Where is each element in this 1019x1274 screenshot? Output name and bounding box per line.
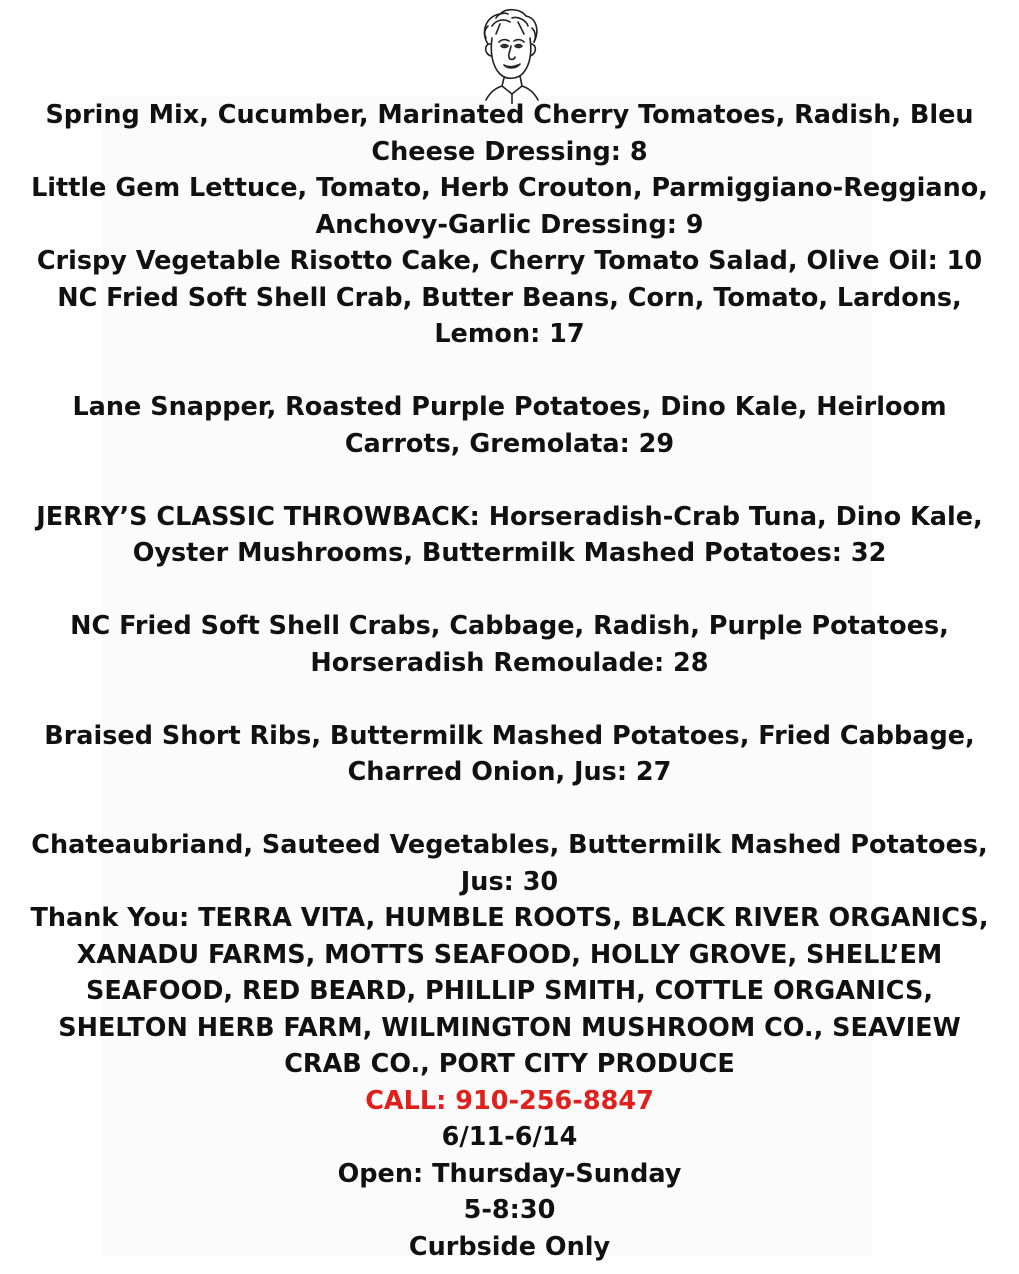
dates-range: 6/11-6/14 bbox=[441, 1122, 578, 1152]
menu-item-line: Crispy Vegetable Risotto Cake, Cherry Tomato Salad, Olive Oil: 10 bbox=[36, 246, 983, 276]
thanks-line: Thank You: TERRA VITA, HUMBLE ROOTS, BLACK RIVER ORGANICS, bbox=[30, 903, 989, 933]
service-type: Curbside Only bbox=[408, 1231, 611, 1262]
menu-item-line: Oyster Mushrooms, Buttermilk Mashed Potatoes: 32 bbox=[132, 538, 887, 568]
menu-item-line: Anchovy-Garlic Dressing: 9 bbox=[315, 209, 704, 240]
menu-item-line: Horseradish Remoulade: 28 bbox=[310, 647, 709, 678]
open-days: Open: Thursday-Sunday bbox=[337, 1158, 682, 1189]
salads-section bbox=[0, 97, 1019, 353]
info-section bbox=[0, 1083, 1019, 1266]
menu-item-line: JERRY’S CLASSIC THROWBACK: Horseradish-Crab Tuna, Dino Kale, bbox=[36, 501, 983, 532]
entrees-section bbox=[0, 389, 1019, 900]
section-spacer bbox=[0, 681, 1019, 718]
thanks-line: SHELTON HERB FARM, WILMINGTON MUSHROOM CO., SEAVIEW bbox=[58, 1012, 961, 1043]
chef-caricature-icon bbox=[466, 4, 550, 104]
menu-item-line: NC Fried Soft Shell Crabs, Cabbage, Radish, Purple Potatoes, bbox=[70, 611, 949, 641]
thanks-line: SEAFOOD, RED BEARD, PHILLIP SMITH, COTTLE ORGANICS, bbox=[85, 976, 934, 1006]
thanks-line: CRAB CO., PORT CITY PRODUCE bbox=[284, 1049, 735, 1079]
menu-text bbox=[0, 97, 1019, 1265]
menu-item-line: Carrots, Gremolata: 29 bbox=[344, 428, 675, 459]
thanks-section bbox=[0, 900, 1019, 1083]
thanks-line: XANADU FARMS, MOTTS SEAFOOD, HOLLY GROVE, SHELL’EM bbox=[76, 939, 943, 970]
menu-item-line: Jus: 30 bbox=[460, 866, 559, 897]
section-spacer bbox=[0, 791, 1019, 828]
menu-item-line: Spring Mix, Cucumber, Marinated Cherry Tomatoes, Radish, Bleu bbox=[45, 100, 974, 130]
menu-item-line: Cheese Dressing: 8 bbox=[371, 136, 648, 167]
section-spacer bbox=[0, 353, 1019, 390]
menu-item-line: NC Fried Soft Shell Crab, Butter Beans, Corn, Tomato, Lardons, bbox=[57, 282, 962, 313]
menu-item-line: Braised Short Ribs, Buttermilk Mashed Potatoes, Fried Cabbage, bbox=[44, 720, 975, 751]
menu-item-line: Lane Snapper, Roasted Purple Potatoes, Dino Kale, Heirloom bbox=[72, 392, 947, 422]
section-spacer bbox=[0, 572, 1019, 609]
menu-item-line: Charred Onion, Jus: 27 bbox=[347, 757, 672, 787]
menu-item-line: Chateaubriand, Sauteed Vegetables, Buttermilk Mashed Potatoes, bbox=[31, 830, 988, 860]
open-hours: 5-8:30 bbox=[463, 1195, 556, 1225]
section-spacer bbox=[0, 462, 1019, 499]
menu-item-line: Lemon: 17 bbox=[434, 319, 585, 349]
call-phone-number: CALL: 910-256-8847 bbox=[365, 1085, 654, 1116]
menu-item-line: Little Gem Lettuce, Tomato, Herb Crouton, Parmiggiano-Reggiano, bbox=[31, 173, 988, 203]
